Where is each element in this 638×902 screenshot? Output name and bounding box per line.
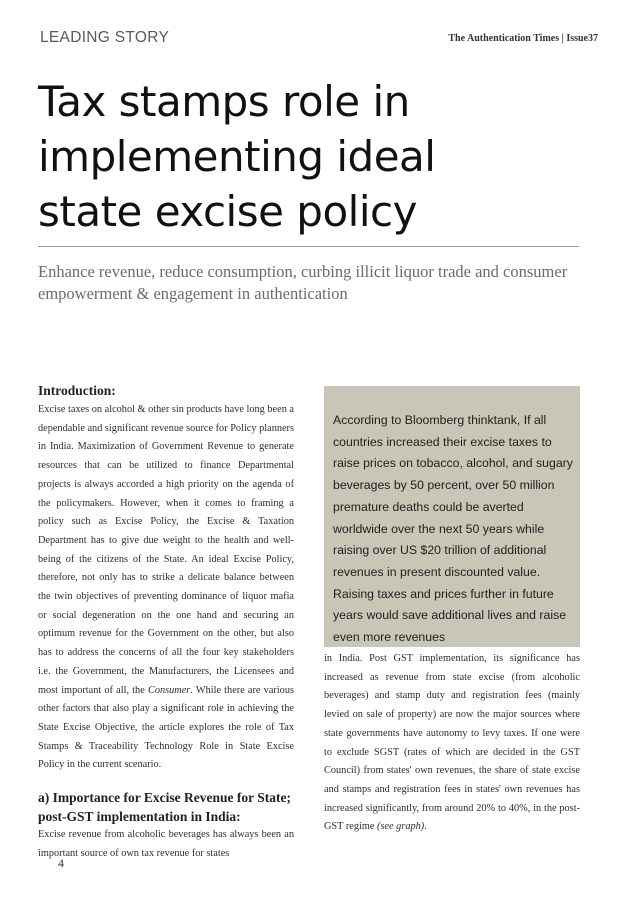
article-title: [38, 74, 558, 239]
title-line-2: implementing ideal: [38, 132, 436, 181]
section-a-paragraph: Excise revenue from alcoholic beverages has always been an important source of own tax revenue for states: [38, 829, 294, 859]
continuation-paragraph: [324, 650, 580, 837]
pull-quote-text: According to Bloomberg thinktank, If all countries increased their excise taxes to raise prices on tobacco, alcohol, and sugary beverages by 50 percent, over 50 million premature deaths could be averted worldwide over the next 50 years while raising over US $20 trillion of additional revenues in present discounted value. Raising taxes and prices further in future years would save additional lives and raise even more revenues: [333, 413, 573, 645]
right-column: [324, 650, 580, 837]
intro-emphasis: Consumer: [147, 684, 191, 696]
intro-paragraph: [38, 401, 294, 775]
see-graph-note: (see graph): [377, 821, 425, 833]
page-number: 4: [58, 856, 64, 870]
title-line-1: Tax stamps role in: [38, 77, 410, 126]
intro-text-a: Excise taxes on alcohol & other sin products have long been a dependable and significant revenue source for Policy planners in India. Maximization of Government Revenue to generate resources that can be utilized to finance Departmental projects is always accorded a high priority on the agenda of the policymakers. However, when it comes to framing a policy such as Excise Policy, the Excise & Taxation Department has to give due weight to the health and well-being of the citizens of the State. An ideal Excise Policy, therefore, not only has to strike a delicate balance between the twin objectives of preventing dominance of liquor mafia or social degeneration on the one hand and securing an optimum revenue for the Government on the other, but also has to address the concerns of all the four key stakeholders i.e. the Government, the Manufacturers, the Licensees and most important of all, the: [38, 404, 294, 696]
intro-heading: Introduction:: [38, 383, 116, 398]
publication-issue: The Authentication Times | Issue37: [448, 33, 598, 44]
article-subtitle: Enhance revenue, reduce consumption, curbing illicit liquor trade and consumer empowerment & engagement in authentication: [38, 262, 568, 303]
section-a-heading: a) Importance for Excise Revenue for State; post-GST implementation in India:: [38, 790, 291, 824]
continuation-end: .: [424, 821, 427, 833]
left-column: [38, 382, 294, 863]
intro-text-b: . While there are various other factors that also play a significant role in achieving the State Excise Objective, the article explores the role of Tax Stamps & Traceability Technology Role in State Excise Policy in the current scenario.: [38, 684, 294, 771]
continuation-text: in India. Post GST implementation, its significance has increased as revenue from state excise (from alcoholic beverages) and stamp duty and registration fees (mainly levied on sale of property) are now the major sources where state governments have autonomy to levy taxes. If one were to exclude SGST (rates of which are decided in the GST Council) from states' own revenues, the share of state excise and stamps and registration fees in states' own revenues has increased significantly, from around 20% to 40%, in the post-GST regime: [324, 653, 580, 833]
pull-quote-box: [324, 386, 580, 647]
section-label: LEADING STORY: [40, 29, 170, 46]
title-divider: [38, 246, 579, 247]
title-line-3: state excise policy: [38, 187, 417, 236]
